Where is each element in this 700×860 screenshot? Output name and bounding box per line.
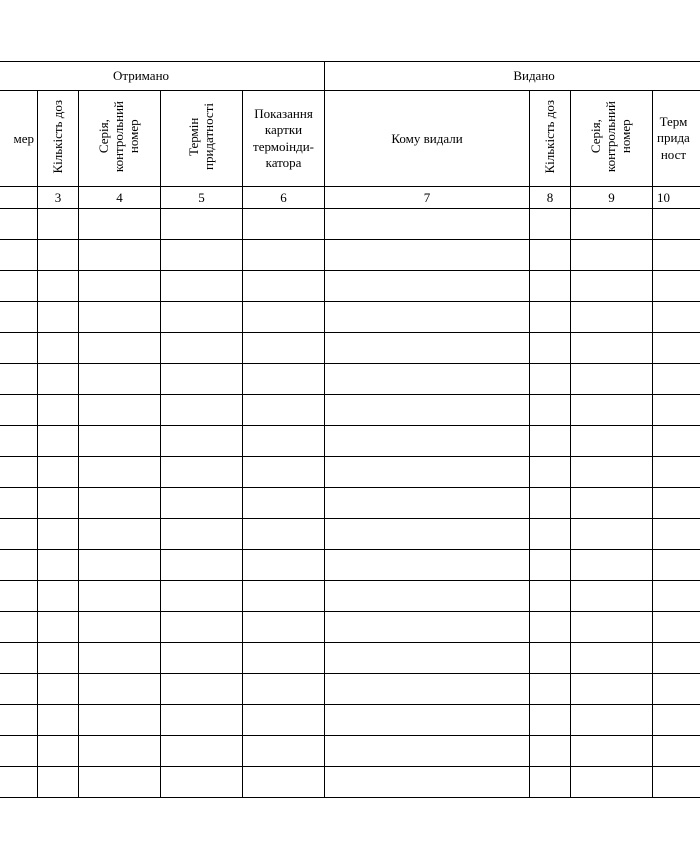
- table-cell: [653, 736, 700, 767]
- table-cell: [325, 364, 530, 395]
- header-thermo-card-label: Показання картки термоінди- катора: [253, 106, 314, 170]
- table-cell: [530, 209, 571, 240]
- column-number-row: [0, 187, 700, 209]
- table-cell: [571, 333, 653, 364]
- table-cell: [243, 643, 325, 674]
- table-cell: [571, 550, 653, 581]
- table-cell: [243, 736, 325, 767]
- table-cell: [0, 674, 38, 705]
- table-cell: [243, 333, 325, 364]
- table-cell: [653, 333, 700, 364]
- table-cell: [161, 364, 243, 395]
- table-cell: [530, 395, 571, 426]
- table-cell: [571, 426, 653, 457]
- table-cell: [325, 674, 530, 705]
- colnum-7: 7: [325, 187, 530, 209]
- table-cell: [571, 240, 653, 271]
- table-cell: [243, 612, 325, 643]
- table-cell: [38, 457, 79, 488]
- group-received-cell: [0, 62, 325, 91]
- table-row: [0, 519, 700, 550]
- header-recipient-cell: [325, 91, 530, 187]
- table-row: [0, 302, 700, 333]
- table-cell: [325, 767, 530, 798]
- table-cell: [243, 674, 325, 705]
- table-cell: [530, 364, 571, 395]
- header-expiry-received-cell: [161, 91, 243, 187]
- table-cell: [161, 674, 243, 705]
- table-cell: [325, 736, 530, 767]
- table-cell: [79, 643, 161, 674]
- header-doses-issued-label: Кількість доз: [541, 99, 557, 174]
- table-row: [0, 395, 700, 426]
- table-cell: [0, 457, 38, 488]
- table-row: [0, 488, 700, 519]
- table-cell: [325, 426, 530, 457]
- table-row: [0, 333, 700, 364]
- header-series-received-label: Серія, контрольний номер: [96, 101, 141, 173]
- table-cell: [79, 302, 161, 333]
- table-cell: [325, 240, 530, 271]
- table-cell: [571, 488, 653, 519]
- table-cell: [325, 550, 530, 581]
- table-cell: [530, 550, 571, 581]
- group-issued-cell: [325, 62, 700, 91]
- table-row: [0, 767, 700, 798]
- table-cell: [161, 209, 243, 240]
- colnum-3: 3: [38, 187, 79, 209]
- table-cell: [79, 488, 161, 519]
- table-cell: [243, 302, 325, 333]
- table-cell: [0, 426, 38, 457]
- table-cell: [571, 457, 653, 488]
- table-cell: [161, 612, 243, 643]
- table-cell: [38, 364, 79, 395]
- table-cell: [161, 519, 243, 550]
- table-cell: [79, 364, 161, 395]
- table-cell: [79, 705, 161, 736]
- table-cell: [325, 612, 530, 643]
- table-cell: [530, 612, 571, 643]
- table-cell: [653, 426, 700, 457]
- table-cell: [161, 767, 243, 798]
- table-cell: [571, 271, 653, 302]
- table-cell: [161, 333, 243, 364]
- table-cell: [0, 488, 38, 519]
- table-cell: [530, 674, 571, 705]
- table-cell: [653, 581, 700, 612]
- table-row: [0, 364, 700, 395]
- colnum-9: 9: [571, 187, 653, 209]
- table-cell: [161, 736, 243, 767]
- table-cell: [161, 488, 243, 519]
- table-cell: [243, 395, 325, 426]
- table-cell: [653, 612, 700, 643]
- table-row: [0, 457, 700, 488]
- table-cell: [38, 674, 79, 705]
- group-issued-label: Видано: [513, 68, 555, 84]
- table-cell: [161, 302, 243, 333]
- header-expiry-received-label: Термін придатності: [185, 103, 216, 171]
- table-cell: [653, 209, 700, 240]
- table-row: [0, 612, 700, 643]
- table-cell: [530, 519, 571, 550]
- header-doses-received-cell: [38, 91, 79, 187]
- table-cell: [243, 705, 325, 736]
- table-cell: [161, 240, 243, 271]
- colnum-6: 6: [243, 187, 325, 209]
- table-row: [0, 209, 700, 240]
- table-cell: [38, 395, 79, 426]
- table-cell: [79, 333, 161, 364]
- table-cell: [38, 612, 79, 643]
- table-cell: [243, 550, 325, 581]
- table-cell: [79, 581, 161, 612]
- register-table: [0, 61, 700, 798]
- table-cell: [0, 581, 38, 612]
- table-cell: [530, 488, 571, 519]
- header-doses-received-label: Кількість доз: [49, 99, 65, 174]
- table-cell: [161, 395, 243, 426]
- table-cell: [530, 240, 571, 271]
- table-cell: [0, 302, 38, 333]
- table-cell: [571, 736, 653, 767]
- table-cell: [0, 643, 38, 674]
- table-cell: [38, 767, 79, 798]
- table-cell: [325, 643, 530, 674]
- table-cell: [243, 581, 325, 612]
- table-cell: [530, 426, 571, 457]
- table-cell: [325, 488, 530, 519]
- table-cell: [38, 736, 79, 767]
- table-cell: [79, 271, 161, 302]
- table-cell: [653, 643, 700, 674]
- table-cell: [530, 643, 571, 674]
- table-cell: [653, 550, 700, 581]
- table-cell: [79, 674, 161, 705]
- table-cell: [243, 271, 325, 302]
- table-cell: [653, 488, 700, 519]
- table-cell: [325, 581, 530, 612]
- table-cell: [0, 736, 38, 767]
- table-cell: [161, 643, 243, 674]
- table-cell: [0, 550, 38, 581]
- table-cell: [530, 302, 571, 333]
- table-cell: [243, 519, 325, 550]
- table-cell: [38, 240, 79, 271]
- table-row: [0, 240, 700, 271]
- table-cell: [325, 209, 530, 240]
- table-cell: [0, 333, 38, 364]
- table-cell: [0, 612, 38, 643]
- header-series-issued-cell: [571, 91, 653, 187]
- table-cell: [79, 426, 161, 457]
- table-cell: [161, 426, 243, 457]
- table-cell: [571, 395, 653, 426]
- table-cell: [161, 550, 243, 581]
- table-cell: [38, 302, 79, 333]
- table-row: [0, 550, 700, 581]
- colnum-2: [0, 187, 38, 209]
- header-series-issued-label: Серія, контрольний номер: [588, 101, 633, 173]
- table-cell: [79, 395, 161, 426]
- table-cell: [530, 736, 571, 767]
- table-cell: [243, 364, 325, 395]
- table-cell: [530, 767, 571, 798]
- group-header-row: [0, 62, 700, 91]
- table-cell: [243, 488, 325, 519]
- table-cell: [571, 705, 653, 736]
- table-cell: [530, 457, 571, 488]
- table-cell: [0, 767, 38, 798]
- table-row: [0, 674, 700, 705]
- column-header-row: [0, 91, 700, 187]
- table-row: [0, 426, 700, 457]
- table-row: [0, 736, 700, 767]
- colnum-4: 4: [79, 187, 161, 209]
- table-cell: [530, 581, 571, 612]
- table-cell: [325, 333, 530, 364]
- table-cell: [38, 426, 79, 457]
- table-cell: [38, 643, 79, 674]
- table-cell: [0, 209, 38, 240]
- table-cell: [653, 674, 700, 705]
- table-cell: [38, 705, 79, 736]
- table-cell: [79, 736, 161, 767]
- table-cell: [79, 767, 161, 798]
- table-cell: [571, 364, 653, 395]
- table-cell: [38, 581, 79, 612]
- table-cell: [161, 271, 243, 302]
- table-row: [0, 271, 700, 302]
- table-cell: [653, 395, 700, 426]
- table-cell: [79, 240, 161, 271]
- header-doses-issued-cell: [530, 91, 571, 187]
- table-cell: [0, 705, 38, 736]
- table-cell: [79, 612, 161, 643]
- table-cell: [571, 209, 653, 240]
- colnum-5: 5: [161, 187, 243, 209]
- table-cell: [571, 581, 653, 612]
- table-cell: [79, 457, 161, 488]
- table-cell: [38, 519, 79, 550]
- table-cell: [325, 395, 530, 426]
- table-cell: [325, 302, 530, 333]
- header-expiry-issued-label: Терм прида ност: [657, 114, 690, 162]
- group-received-label: Отримано: [112, 68, 170, 84]
- table-cell: [653, 519, 700, 550]
- table-cell: [653, 767, 700, 798]
- table-cell: [38, 271, 79, 302]
- table-cell: [571, 302, 653, 333]
- table-cell: [653, 240, 700, 271]
- table-cell: [79, 550, 161, 581]
- table-cell: [0, 364, 38, 395]
- table-cell: [161, 705, 243, 736]
- table-cell: [79, 519, 161, 550]
- table-cell: [325, 271, 530, 302]
- table-cell: [243, 240, 325, 271]
- table-cell: [571, 519, 653, 550]
- header-series-received-cell: [79, 91, 161, 187]
- table-cell: [325, 457, 530, 488]
- table-cell: [243, 426, 325, 457]
- header-number-label: мер: [13, 130, 34, 146]
- table-cell: [653, 457, 700, 488]
- table-cell: [79, 209, 161, 240]
- table-cell: [161, 457, 243, 488]
- table-cell: [530, 705, 571, 736]
- header-recipient-label: Кому видали: [391, 130, 463, 146]
- colnum-8: 8: [530, 187, 571, 209]
- table-cell: [325, 519, 530, 550]
- table-cell: [38, 209, 79, 240]
- table-cell: [38, 550, 79, 581]
- table-cell: [243, 457, 325, 488]
- table-cell: [571, 612, 653, 643]
- table-cell: [0, 395, 38, 426]
- table-cell: [243, 209, 325, 240]
- table-cell: [161, 581, 243, 612]
- header-expiry-issued-cell: [653, 91, 700, 187]
- table-cell: [38, 488, 79, 519]
- table-cell: [653, 705, 700, 736]
- table-cell: [0, 271, 38, 302]
- table-cell: [38, 333, 79, 364]
- table-cell: [571, 643, 653, 674]
- table-cell: [571, 767, 653, 798]
- table-cell: [653, 364, 700, 395]
- header-number-cell: [0, 91, 38, 187]
- table-cell: [0, 519, 38, 550]
- table-cell: [571, 674, 653, 705]
- table-cell: [530, 333, 571, 364]
- table-cell: [325, 705, 530, 736]
- table-cell: [530, 271, 571, 302]
- table-row: [0, 705, 700, 736]
- table-cell: [653, 271, 700, 302]
- table-row: [0, 643, 700, 674]
- table-row: [0, 581, 700, 612]
- header-thermo-card-cell: [243, 91, 325, 187]
- table-cell: [0, 240, 38, 271]
- table-cell: [653, 302, 700, 333]
- table-cell: [243, 767, 325, 798]
- colnum-10: 10: [653, 187, 700, 209]
